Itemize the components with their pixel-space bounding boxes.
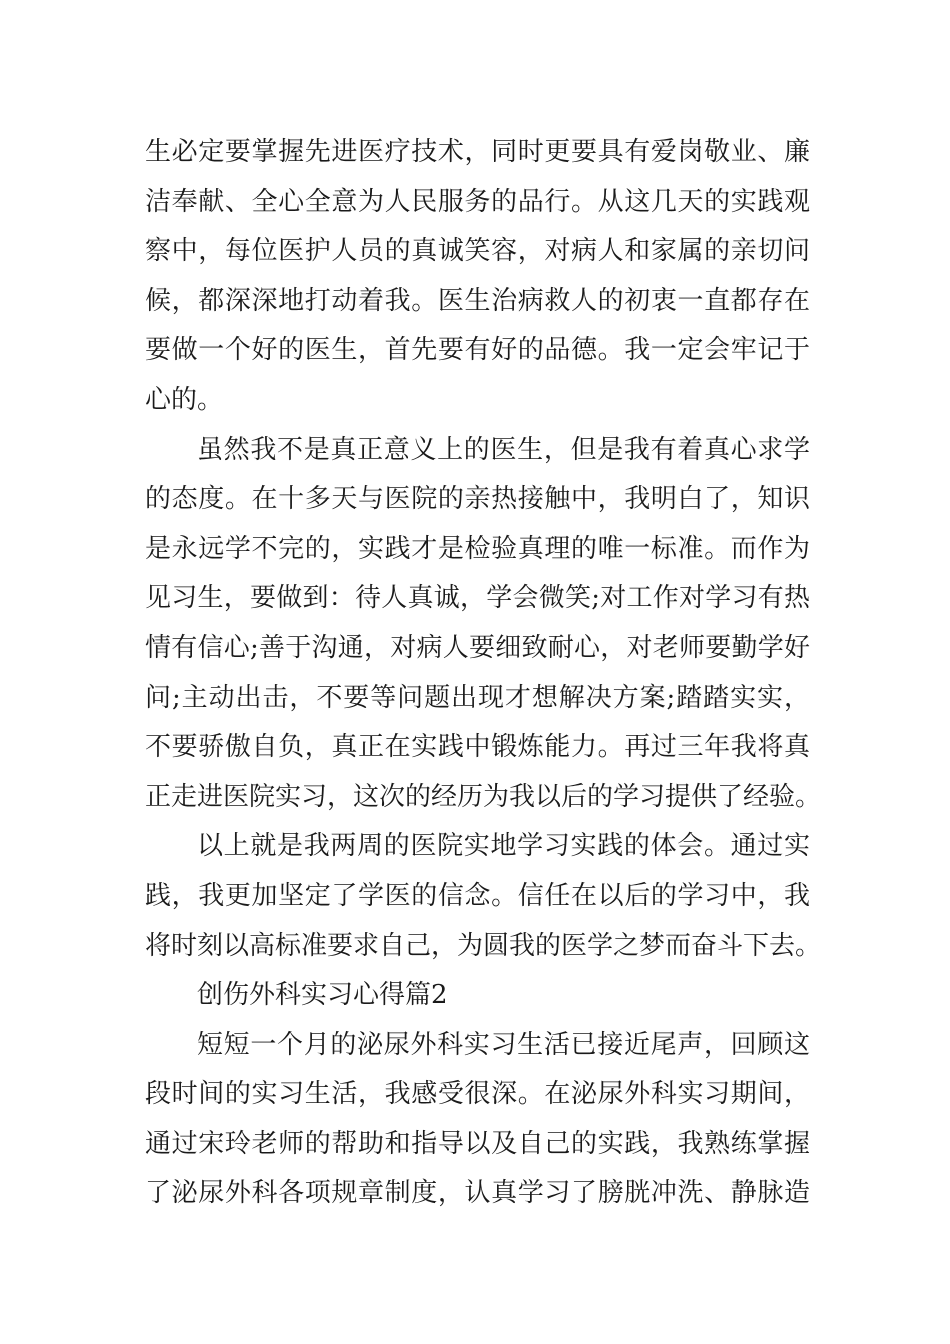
text-line: 正走进医院实习，这次的经历为我以后的学习提供了经验。 — [145, 781, 822, 812]
text-line: 洁奉献、全心全意为人民服务的品行。从这几天的实践观 — [145, 186, 810, 217]
text-line: 要做一个好的医生，首先要有好的品德。我一定会牢记于 — [145, 335, 810, 366]
text-line: 见习生，要做到：待人真诚，学会微笑;对工作对学习有热 — [145, 583, 810, 614]
text-line: 段时间的实习生活，我感受很深。在泌尿外科实习期间， — [145, 1079, 810, 1110]
text-line: 以上就是我两周的医院实地学习实践的体会。通过实 — [197, 831, 810, 862]
text-line: 短短一个月的泌尿外科实习生活已接近尾声，回顾这 — [197, 1029, 810, 1060]
text-line: 不要骄傲自负，真正在实践中锻炼能力。再过三年我将真 — [145, 732, 810, 763]
text-line: 创伤外科实习心得篇2 — [197, 980, 448, 1011]
paragraph — [145, 128, 810, 426]
text-line: 的态度。在十多天与医院的亲热接触中，我明白了，知识 — [145, 484, 810, 515]
paragraph — [145, 426, 822, 823]
text-line: 候，都深深地打动着我。医生治病救人的初衷一直都存在 — [145, 285, 810, 316]
text-line: 将时刻以高标准要求自己，为圆我的医学之梦而奋斗下去。 — [145, 930, 822, 961]
text-line: 问;主动出击，不要等问题出现才想解决方案;踏踏实实， — [145, 682, 810, 713]
text-line: 情有信心;善于沟通，对病人要细致耐心，对老师要勤学好 — [145, 632, 810, 663]
text-line: 心的。 — [145, 384, 224, 415]
text-line: 虽然我不是真正意义上的医生，但是我有着真心求学 — [197, 434, 810, 465]
text-line: 生必定要掌握先进医疗技术，同时更要具有爱岗敬业、廉 — [145, 137, 810, 167]
paragraph — [145, 971, 810, 1021]
text-line: 通过宋玲老师的帮助和指导以及自己的实践，我熟练掌握 — [145, 1128, 810, 1159]
document-body — [145, 128, 822, 1219]
text-line: 察中，每位医护人员的真诚笑容，对病人和家属的亲切问 — [145, 236, 810, 267]
text-line: 是永远学不完的，实践才是检验真理的唯一标准。而作为 — [145, 533, 810, 564]
paragraph — [145, 1021, 810, 1219]
paragraph — [145, 822, 822, 971]
text-line: 践，我更加坚定了学医的信念。信任在以后的学习中，我 — [145, 880, 810, 911]
text-line: 了泌尿外科各项规章制度，认真学习了膀胱冲洗、静脉造 — [145, 1178, 810, 1209]
